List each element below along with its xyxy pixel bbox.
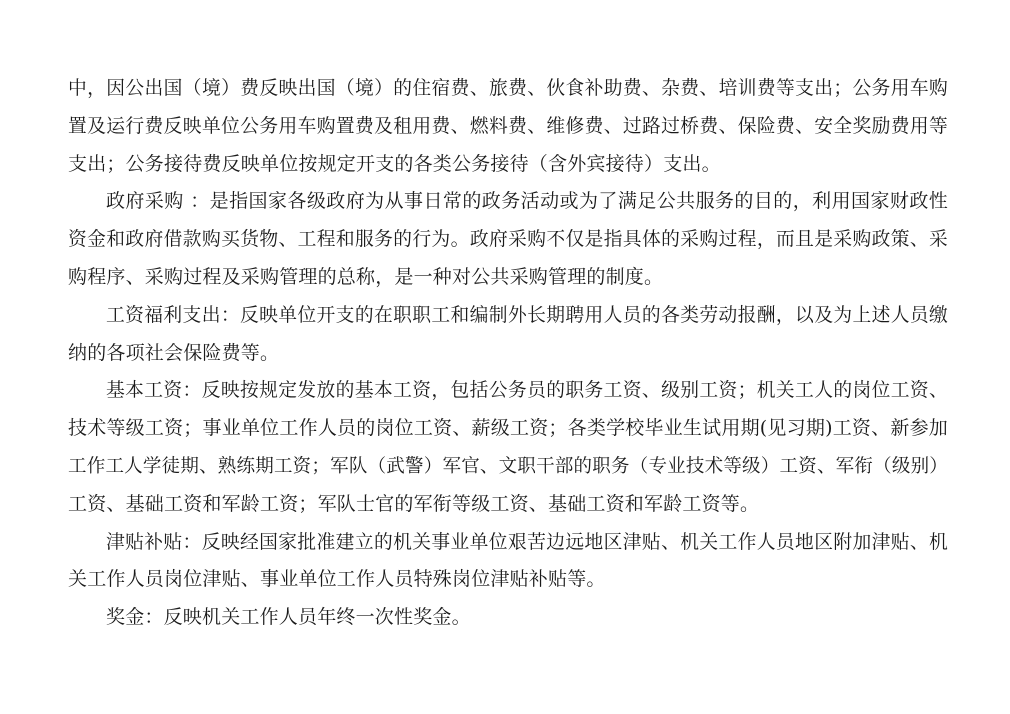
paragraph-public-expenses xyxy=(68,70,948,183)
text-line: 政府采购 ：是指国家各级政府为从事日常的政务活动或为了满足公共服务的目的，利用国家财政性 xyxy=(106,190,948,213)
paragraph-bonus xyxy=(68,599,948,637)
text-line: 奖金：反映机关工作人员年终一次性奖金。 xyxy=(106,606,471,629)
text-line: 基本工资：反映按规定发放的基本工资，包括公务员的职务工资、级别工资；机关工人的岗位工资、 xyxy=(106,380,948,402)
paragraph-government-procurement xyxy=(68,183,948,296)
text-line: 技术等级工资；事业单位工作人员的岗位工资、薪级工资；各类学校毕业生试用期(见习期)工资、新参加 xyxy=(68,417,948,440)
paragraph-wage-welfare xyxy=(68,297,948,373)
text-line: 工作工人学徒期、熟练期工资；军队（武警）军官、文职干部的职务（专业技术等级）工资、军衔（级别） xyxy=(68,455,948,477)
paragraph-allowances xyxy=(68,524,948,600)
document-page xyxy=(68,70,948,637)
text-line: 津贴补贴：反映经国家批准建立的机关事业单位艰苦边远地区津贴、机关工作人员地区附加津贴、机 xyxy=(106,531,948,553)
text-line: 购程序、采购过程及采购管理的总称，是一种对公共采购管理的制度。 xyxy=(68,265,664,288)
text-line: 置及运行费反映单位公务用车购置费及租用费、燃料费、维修费、过路过桥费、保险费、安全奖励费用等 xyxy=(68,115,948,137)
text-line: 资金和政府借款购买货物、工程和服务的行为。政府采购不仅是指具体的采购过程，而且是采购政策、采 xyxy=(68,229,948,251)
text-line: 支出；公务接待费反映单位按规定开支的各类公务接待（含外宾接待）支出。 xyxy=(68,152,721,175)
text-line: 纳的各项社会保险费等。 xyxy=(68,341,280,364)
text-line: 工资、基础工资和军龄工资；军队士官的军衔等级工资、基础工资和军龄工资等。 xyxy=(68,492,760,515)
text-line: 工资福利支出：反映单位开支的在职职工和编制外长期聘用人员的各类劳动报酬，以及为上述人员缴 xyxy=(106,304,948,326)
text-line: 中，因公出国（境）费反映出国（境）的住宿费、旅费、伙食补助费、杂费、培训费等支出；公务用车购 xyxy=(68,78,948,99)
paragraph-basic-wage xyxy=(68,372,948,523)
text-line: 关工作人员岗位津贴、事业单位工作人员特殊岗位津贴补贴等。 xyxy=(68,568,606,591)
